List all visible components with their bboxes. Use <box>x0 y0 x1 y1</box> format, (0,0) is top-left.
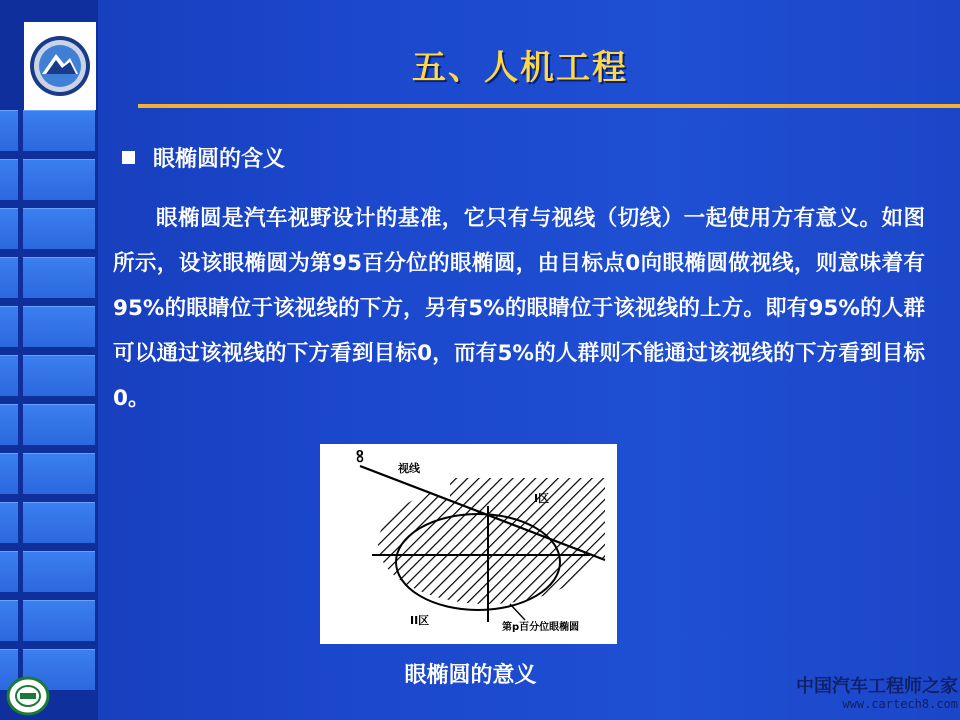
title-underline <box>138 104 960 108</box>
side-tile <box>0 355 18 396</box>
figure-caption: 眼椭圆的意义 <box>404 663 537 688</box>
side-tile <box>23 306 95 347</box>
geely-logo-icon <box>28 34 92 98</box>
left-edge-tiles <box>0 110 18 698</box>
side-tile <box>23 502 95 543</box>
side-tile <box>23 551 95 592</box>
side-tile <box>0 453 18 494</box>
point-label: o <box>356 446 364 459</box>
bullet-heading <box>122 142 285 173</box>
ellipse-label: 第p百分位眼椭圆 <box>502 622 580 633</box>
watermark-text: 中国汽车工程师之家 <box>796 676 958 697</box>
sight-line-label: 视线 <box>398 462 420 475</box>
csi-logo <box>6 676 50 716</box>
leader-line <box>510 604 525 620</box>
side-tile <box>0 551 18 592</box>
eye-ellipse-diagram <box>320 444 617 644</box>
region-2-label: II区 <box>410 614 430 627</box>
body-paragraph: 眼椭圆是汽车视野设计的基准，它只有与视线（切线）一起使用方有意义。如图所示，设该眼椭圆为第95百分位的眼椭圆，由目标点0向眼椭圆做视线，则意味着有95%的眼睛位于该视线的下方，另有5%的眼睛位于该视线的上方。即有95%的人群可以通过该视线的下方看到目标0，而有5%的人群则不能通过该视线的下方看到目标0。 <box>113 206 925 411</box>
side-tile <box>0 502 18 543</box>
side-tile <box>23 159 95 200</box>
side-tile <box>0 306 18 347</box>
side-tile <box>23 110 95 151</box>
side-tile <box>23 600 95 641</box>
slide-title: 五、人机工程 <box>412 48 628 88</box>
side-tile <box>0 404 18 445</box>
side-tile <box>23 404 95 445</box>
csi-logo-icon <box>6 676 50 716</box>
side-tile <box>0 208 18 249</box>
side-tile <box>23 453 95 494</box>
eye-ellipse-figure <box>320 444 617 644</box>
side-tiles <box>23 110 95 698</box>
region-1-label: I区 <box>534 492 550 505</box>
side-tile <box>0 159 18 200</box>
bullet-square-icon <box>122 151 135 164</box>
watermark-url: www.cartech8.com <box>842 697 958 711</box>
side-tile <box>0 600 18 641</box>
bullet-text: 眼椭圆的含义 <box>153 147 286 172</box>
side-tile <box>0 257 18 298</box>
side-tile <box>0 110 18 151</box>
side-tile <box>23 257 95 298</box>
side-tile <box>23 208 95 249</box>
side-tile <box>23 355 95 396</box>
brand-logo <box>24 22 96 110</box>
